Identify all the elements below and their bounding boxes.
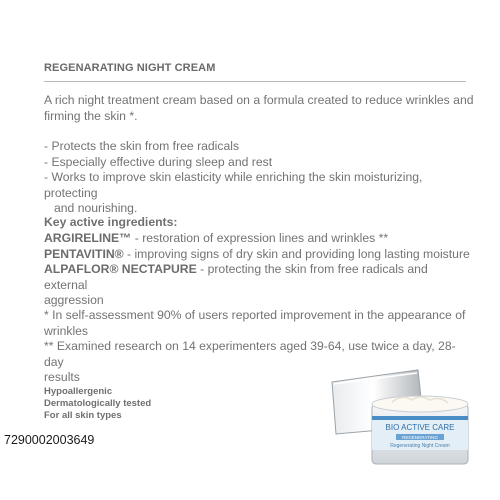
cream-top [372,396,468,412]
intro-line: firming the skin *. [44,108,138,123]
claim: For all skin types [44,410,122,421]
list-item: - Works to improve skin elasticity while enriching the skin moisturizing, protecting [44,170,423,200]
product-claims [44,386,151,422]
list-item: and nourishing. [54,201,138,215]
cream-jar-image [322,364,472,469]
barcode-number: 7290002003649 [4,433,95,447]
ingredient-desc: - restoration of expression lines and wrinkles ** [131,231,389,245]
intro-line: A rich night treatment cream based on a formula created to reduce wrinkles and [44,93,474,107]
title-divider [44,81,466,82]
jar-brand: BIO ACTIVE CARE [385,423,455,432]
ingredient-item [44,231,474,247]
product-intro [44,93,474,124]
ingredients-heading: Key active ingredients: [44,215,178,229]
ingredient-desc: - improving signs of dry skin and providing long lasting moisture [123,246,470,261]
footnote: ** Examined research on 14 experimenters aged 39-64, use twice a day, 28-day [44,339,456,369]
ingredient-item [44,293,474,309]
list-item: - Protects the skin from free radicals [44,139,240,153]
claim: Hypoallergenic [44,386,113,397]
footnote: wrinkles [44,323,89,338]
benefit-list [44,139,474,217]
product-title: REGENARATING NIGHT CREAM [44,62,216,74]
ingredient-item [44,262,474,293]
list-item: - Especially effective during sleep and rest [44,154,273,169]
ingredient-name: ARGIRELINE™ [44,231,132,245]
jar-tag: REGENERATING [402,435,438,440]
ingredient-name: PENTAVITIN® [44,246,124,261]
ingredient-item [44,247,474,263]
ingredient-desc: aggression [44,293,104,307]
footnote: * In self-assessment 90% of users reported improvement in the appearance of [44,308,466,322]
ingredient-name: ALPAFLOR® NECTAPURE [44,262,197,276]
ingredient-list [44,231,474,309]
footnote: results [44,370,80,384]
ingredient-desc: - protecting the skin from free radicals and external [44,262,428,292]
claim: Dermatologically tested [44,398,152,409]
jar-name: Regenerating Night Cream [390,443,450,449]
